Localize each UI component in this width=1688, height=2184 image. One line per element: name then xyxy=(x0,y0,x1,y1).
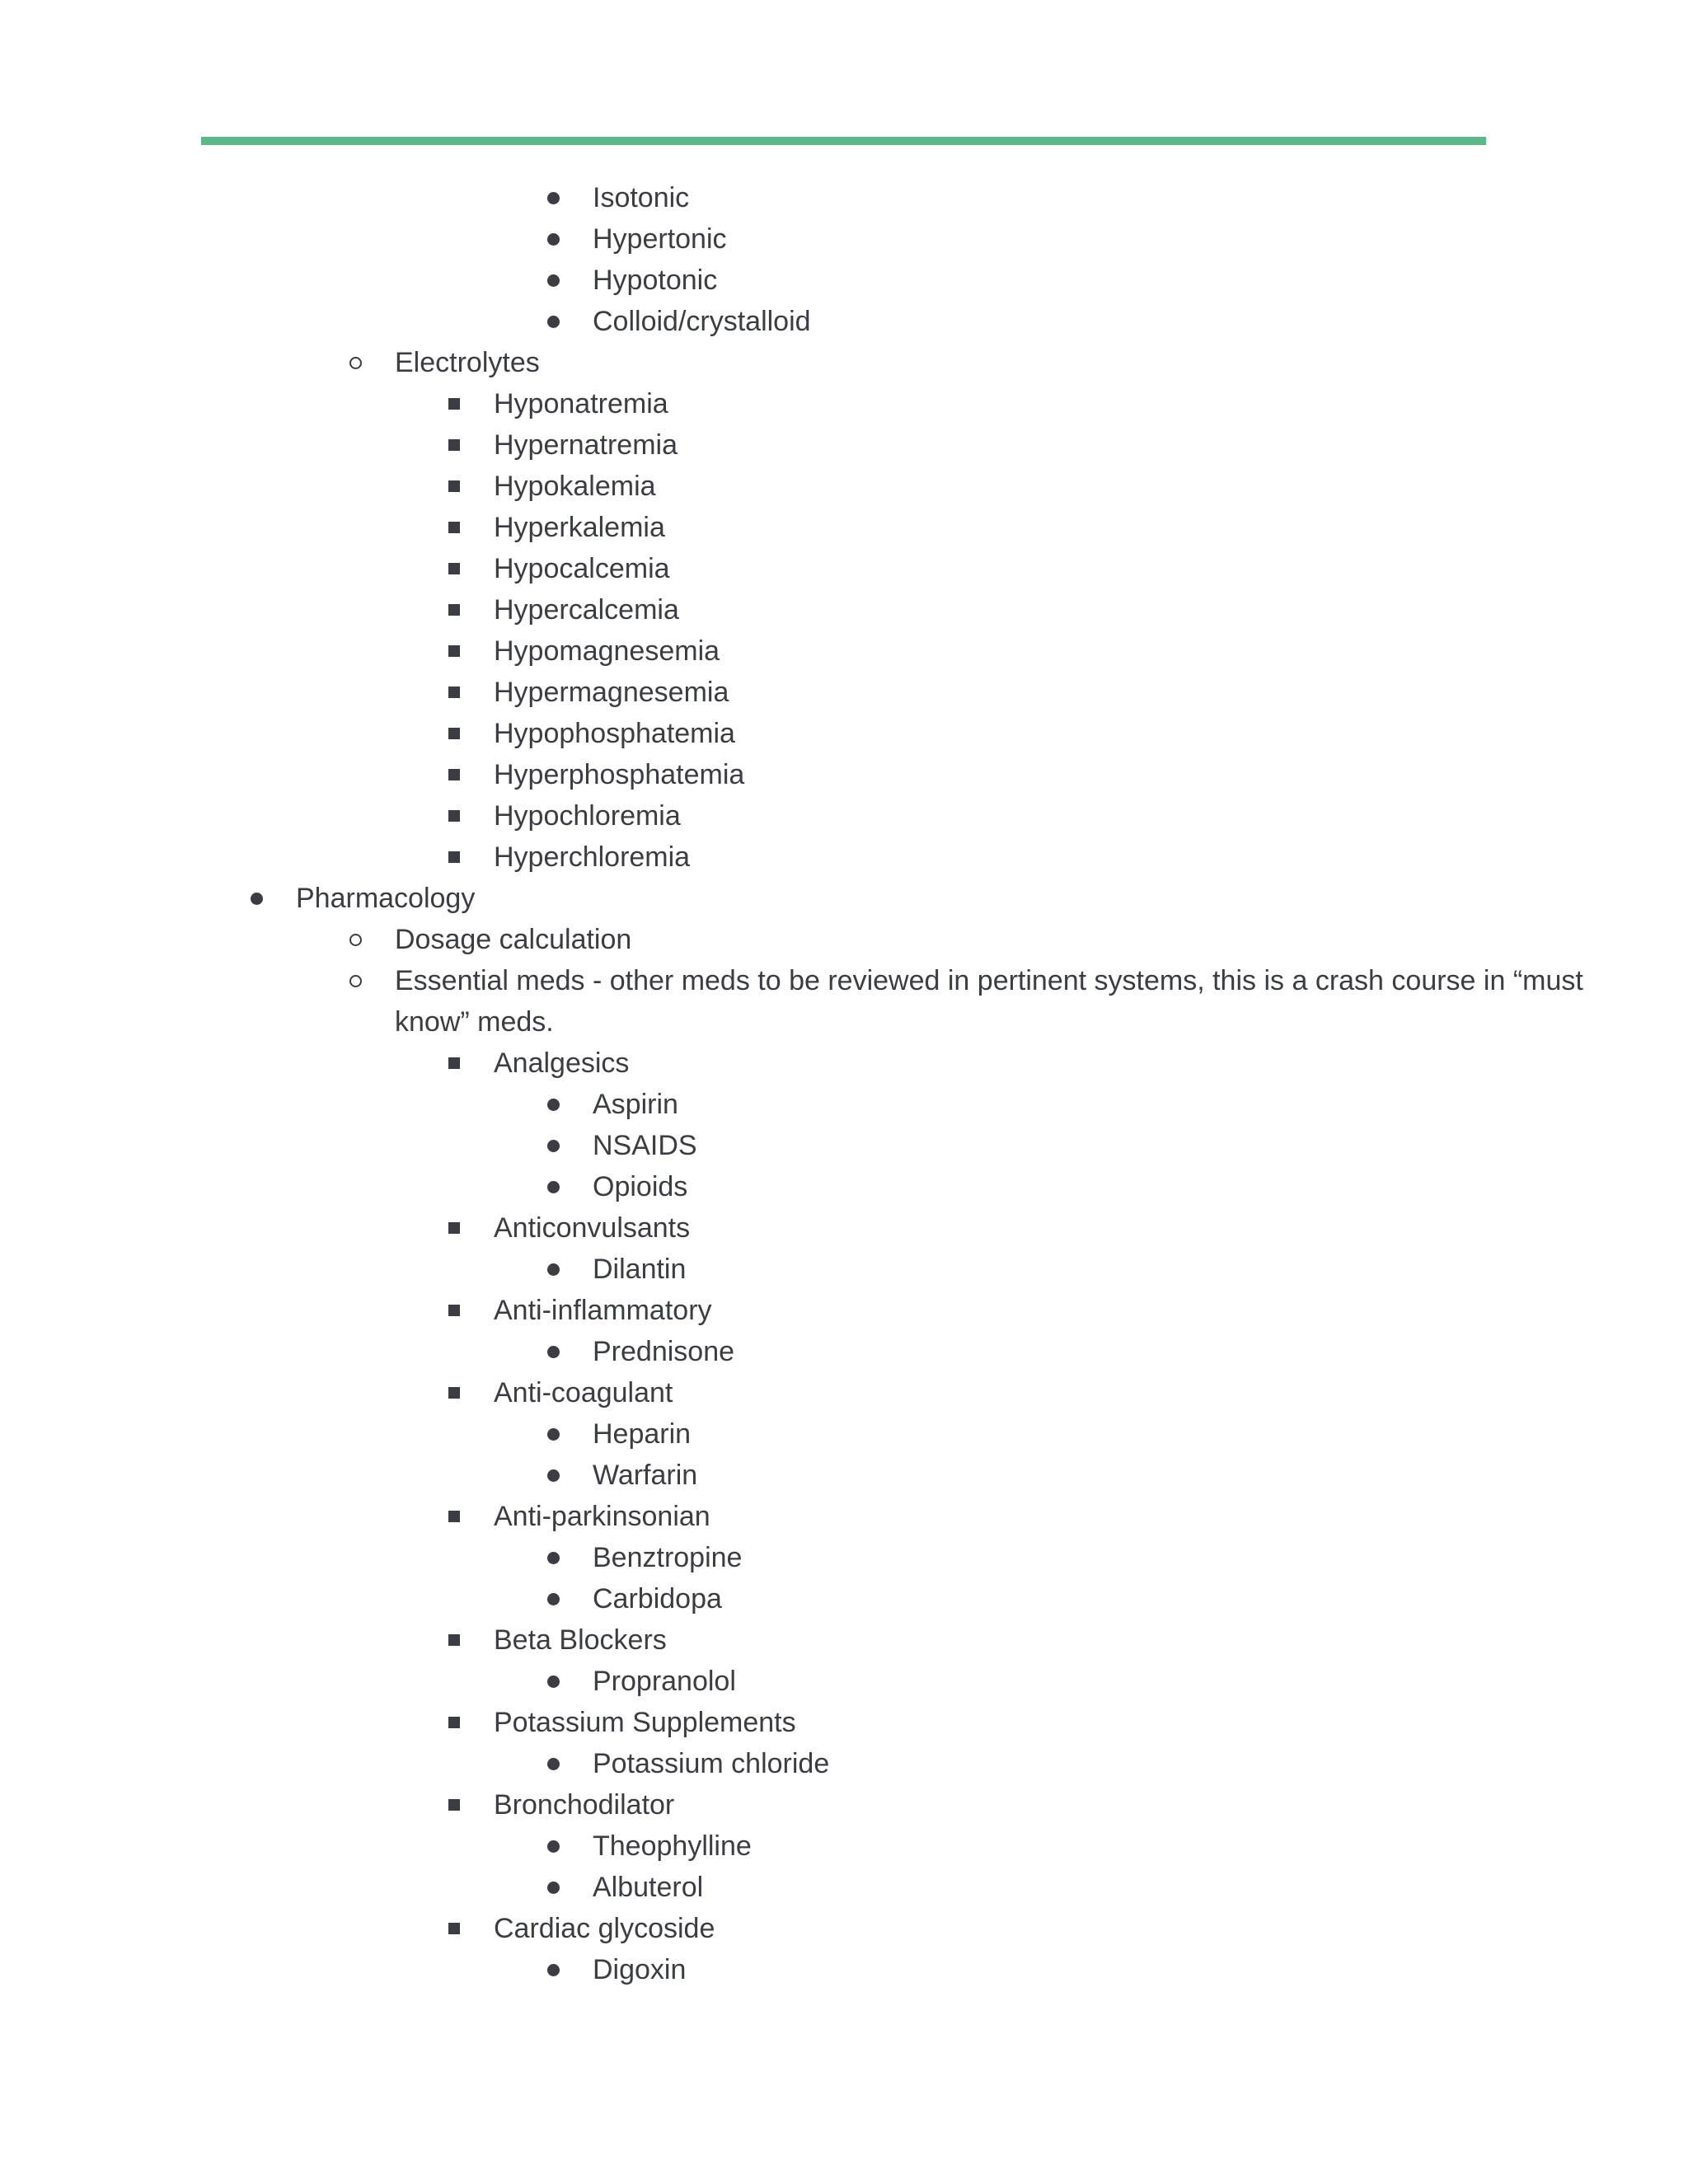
square-icon xyxy=(442,466,467,507)
square-icon xyxy=(442,1496,467,1537)
list-item-text: Dosage calculation xyxy=(395,924,632,955)
list-item xyxy=(0,1290,1688,1331)
disc-icon xyxy=(541,1867,565,1908)
list-item-text: Hypertonic xyxy=(593,223,727,255)
list-item-text: Potassium chloride xyxy=(593,1748,830,1779)
list-item-text: Hypotonic xyxy=(593,265,718,296)
list-item xyxy=(0,878,1688,919)
list-item-text: Warfarin xyxy=(593,1460,698,1491)
list-item-text: Anti-coagulant xyxy=(494,1377,673,1408)
disc-icon xyxy=(541,1661,565,1702)
list-item xyxy=(0,1743,1688,1784)
list-item-text: Anticonvulsants xyxy=(494,1212,691,1244)
list-item xyxy=(0,1537,1688,1578)
square-icon xyxy=(442,1784,467,1825)
outline-list xyxy=(0,177,1688,1990)
list-item-text: NSAIDS xyxy=(593,1130,697,1161)
list-item xyxy=(0,795,1688,837)
list-item xyxy=(0,342,1688,383)
list-item-text: Bronchodilator xyxy=(494,1789,675,1821)
disc-icon xyxy=(541,218,565,260)
header-rule xyxy=(201,137,1486,145)
square-icon xyxy=(442,589,467,630)
disc-icon xyxy=(541,1537,565,1578)
list-item-text: Potassium Supplements xyxy=(494,1707,796,1738)
list-item-text: Heparin xyxy=(593,1418,692,1450)
disc-icon xyxy=(541,1743,565,1784)
list-item-text: Hypokalemia xyxy=(494,471,656,502)
square-icon xyxy=(442,1207,467,1249)
list-item-text: Isotonic xyxy=(593,182,690,213)
list-item-text: Aspirin xyxy=(593,1089,678,1120)
list-item-text: Colloid/crystalloid xyxy=(593,306,811,337)
list-item-text: Pharmacology xyxy=(296,883,476,914)
list-item-text: Cardiac glycoside xyxy=(494,1913,715,1944)
list-item xyxy=(0,754,1688,795)
list-item-text: Anti-parkinsonian xyxy=(494,1501,710,1532)
list-item xyxy=(0,548,1688,589)
disc-icon xyxy=(541,1413,565,1455)
list-item xyxy=(0,1331,1688,1372)
list-item xyxy=(0,1207,1688,1249)
square-icon xyxy=(442,507,467,548)
list-item-text: Hyperkalemia xyxy=(494,512,665,543)
list-item-text: Hyperchloremia xyxy=(494,841,691,873)
list-item xyxy=(0,1084,1688,1125)
list-item xyxy=(0,960,1615,1043)
disc-icon xyxy=(541,1825,565,1867)
square-icon xyxy=(442,672,467,713)
disc-icon xyxy=(541,1125,565,1166)
list-item-text: Hypochloremia xyxy=(494,800,681,832)
list-item xyxy=(0,301,1688,342)
disc-icon xyxy=(541,1166,565,1207)
disc-icon xyxy=(541,1331,565,1372)
list-item xyxy=(0,837,1688,878)
list-item xyxy=(0,1578,1688,1619)
list-item xyxy=(0,713,1688,754)
list-item-text: Electrolytes xyxy=(395,347,540,378)
list-item-text: Hypercalcemia xyxy=(494,594,679,626)
list-item-text: Propranolol xyxy=(593,1666,736,1697)
square-icon xyxy=(442,1908,467,1949)
list-item xyxy=(0,1784,1688,1825)
list-item xyxy=(0,919,1688,960)
list-item xyxy=(0,424,1688,466)
list-item xyxy=(0,177,1688,218)
list-item-text: Prednisone xyxy=(593,1336,735,1367)
list-item xyxy=(0,1619,1688,1661)
list-item xyxy=(0,507,1688,548)
circle-icon xyxy=(343,960,368,1001)
disc-icon xyxy=(244,878,269,919)
square-icon xyxy=(442,383,467,424)
square-icon xyxy=(442,424,467,466)
list-item-text: Theophylline xyxy=(593,1830,752,1862)
square-icon xyxy=(442,1372,467,1413)
disc-icon xyxy=(541,1084,565,1125)
list-item xyxy=(0,1702,1688,1743)
disc-icon xyxy=(541,301,565,342)
disc-icon xyxy=(541,1949,565,1990)
list-item xyxy=(0,1413,1688,1455)
square-icon xyxy=(442,548,467,589)
list-item-text: Hypocalcemia xyxy=(494,553,670,584)
list-item xyxy=(0,1496,1688,1537)
list-item-text: Hypomagnesemia xyxy=(494,635,720,667)
list-item-text: Essential meds - other meds to be reviewed in pertinent systems, this is a crash course in “must know” meds. xyxy=(395,965,1583,1038)
list-item-text: Hypermagnesemia xyxy=(494,677,729,708)
disc-icon xyxy=(541,177,565,218)
list-item xyxy=(0,466,1688,507)
list-item xyxy=(0,260,1688,301)
square-icon xyxy=(442,1702,467,1743)
disc-icon xyxy=(541,260,565,301)
circle-icon xyxy=(343,342,368,383)
list-item xyxy=(0,1908,1688,1949)
square-icon xyxy=(442,754,467,795)
list-item xyxy=(0,589,1688,630)
list-item xyxy=(0,672,1688,713)
list-item-text: Benztropine xyxy=(593,1542,743,1573)
disc-icon xyxy=(541,1455,565,1496)
list-item-text: Albuterol xyxy=(593,1872,704,1903)
circle-icon xyxy=(343,919,368,960)
square-icon xyxy=(442,1043,467,1084)
list-item xyxy=(0,1043,1688,1084)
list-item xyxy=(0,1372,1688,1413)
list-item-text: Hyperphosphatemia xyxy=(494,759,745,790)
list-item xyxy=(0,1661,1688,1702)
list-item-text: Hypernatremia xyxy=(494,429,678,461)
disc-icon xyxy=(541,1578,565,1619)
list-item-text: Analgesics xyxy=(494,1047,630,1079)
square-icon xyxy=(442,837,467,878)
list-item xyxy=(0,218,1688,260)
list-item xyxy=(0,1125,1688,1166)
list-item xyxy=(0,630,1688,672)
list-item-text: Carbidopa xyxy=(593,1583,722,1615)
square-icon xyxy=(442,795,467,837)
list-item xyxy=(0,1166,1688,1207)
disc-icon xyxy=(541,1249,565,1290)
list-item-text: Hyponatremia xyxy=(494,388,668,419)
list-item xyxy=(0,1867,1688,1908)
square-icon xyxy=(442,713,467,754)
list-item-text: Digoxin xyxy=(593,1954,687,1985)
list-item xyxy=(0,1455,1688,1496)
square-icon xyxy=(442,630,467,672)
list-item xyxy=(0,1949,1688,1990)
list-item xyxy=(0,383,1688,424)
square-icon xyxy=(442,1619,467,1661)
square-icon xyxy=(442,1290,467,1331)
list-item-text: Anti-inflammatory xyxy=(494,1295,712,1326)
list-item-text: Dilantin xyxy=(593,1254,687,1285)
list-item-text: Hypophosphatemia xyxy=(494,718,735,749)
list-item xyxy=(0,1249,1688,1290)
list-item xyxy=(0,1825,1688,1867)
list-item-text: Opioids xyxy=(593,1171,688,1202)
list-item-text: Beta Blockers xyxy=(494,1624,667,1656)
